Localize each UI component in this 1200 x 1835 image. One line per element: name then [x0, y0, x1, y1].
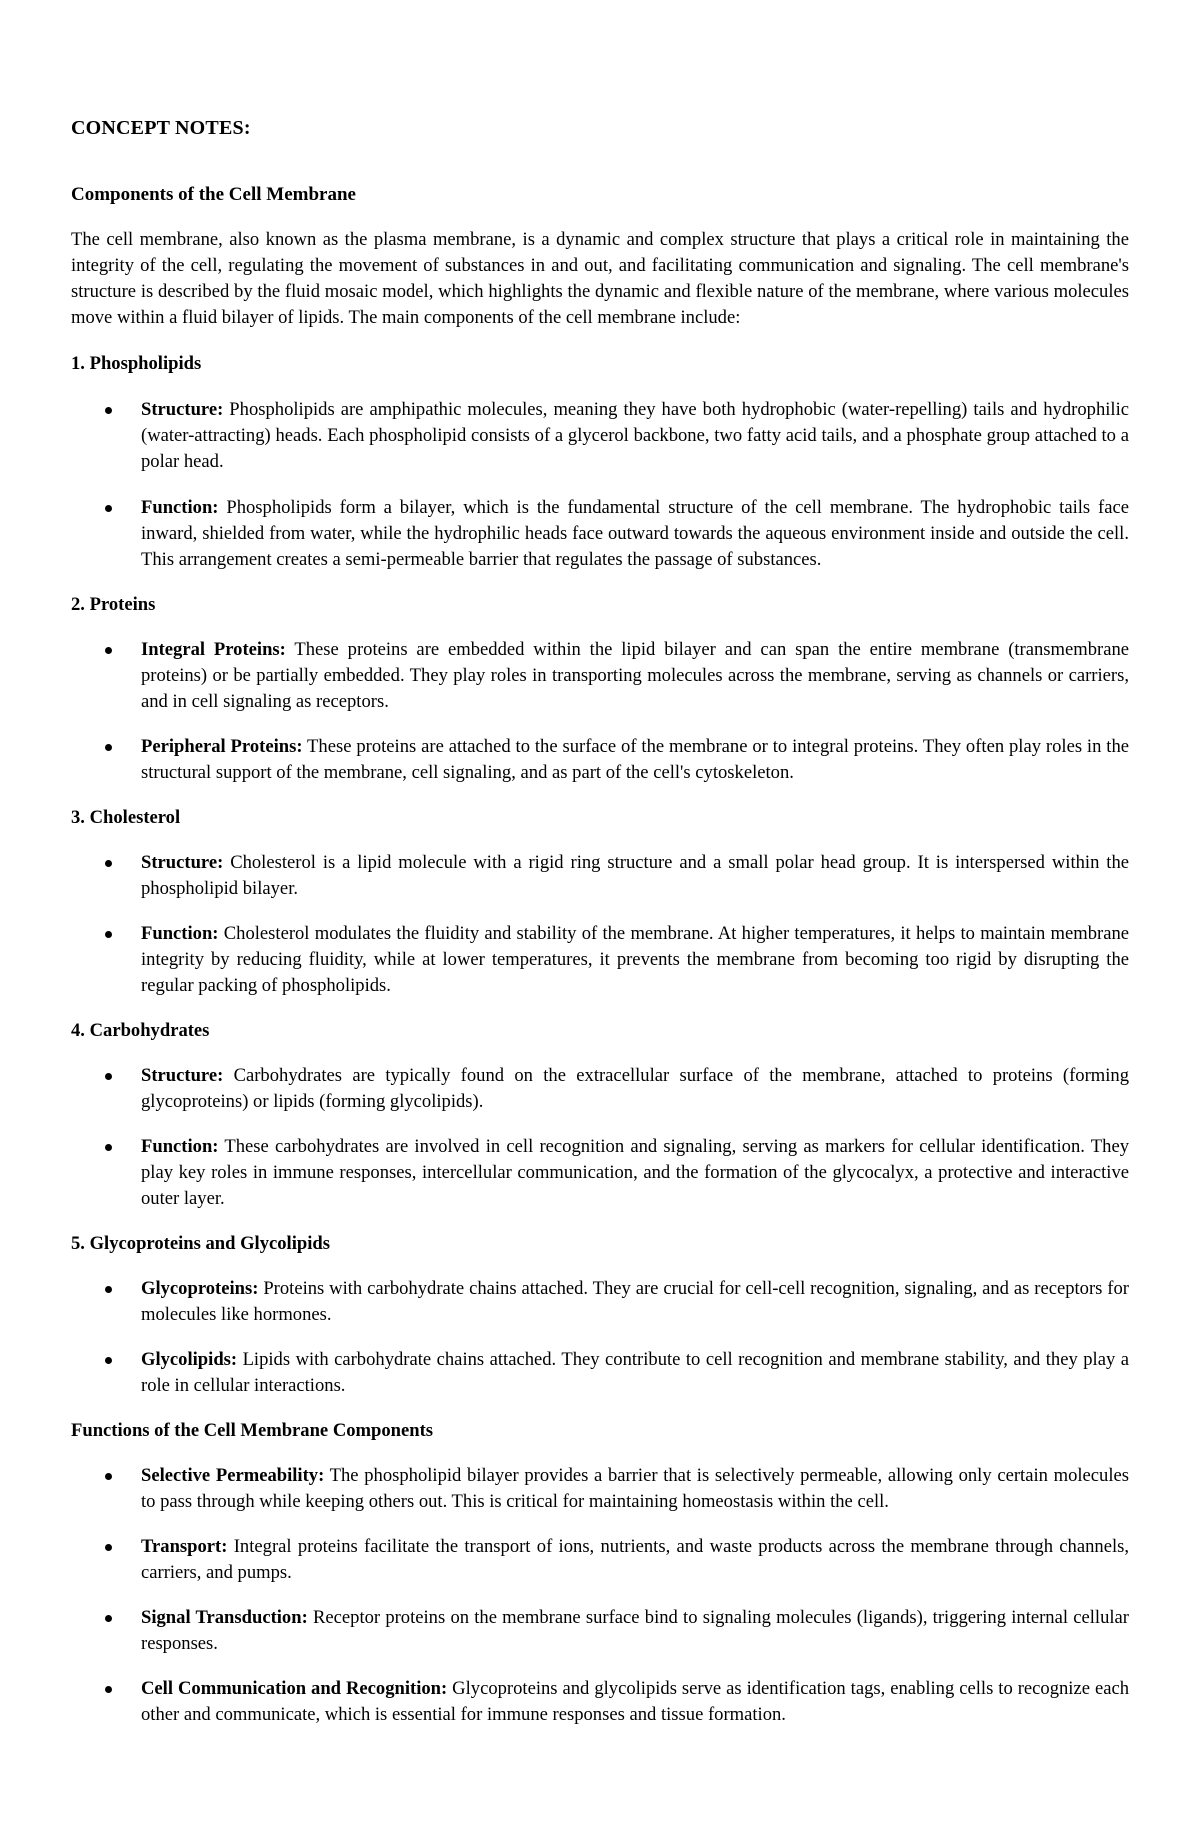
bullet-term: Signal Transduction: — [141, 1607, 308, 1628]
concept-notes-heading: CONCEPT NOTES: — [71, 117, 251, 139]
bullet-term: Integral Proteins: — [141, 639, 286, 660]
bullet-icon — [105, 1615, 112, 1622]
bullet-icon — [105, 647, 112, 654]
bullet-text: Phospholipids are amphipathic molecules, meaning they have both hydrophobic (water-repelling) tails and hydrophilic (water-attracting) heads. Each phospholipid consists of a glycerol backbone, two fatty acid tails, and a phosphate group attached to a polar head. — [141, 399, 1129, 472]
list-item — [71, 397, 1129, 475]
bullet-icon — [105, 860, 112, 867]
document-body — [71, 184, 1129, 1728]
list-item — [71, 637, 1129, 715]
bullet-term: Function: — [141, 497, 219, 518]
bullet-list-phospholipids — [71, 397, 1129, 573]
list-item — [71, 1463, 1129, 1515]
component-heading-phospholipids: 1. Phospholipids — [71, 353, 202, 374]
bullet-icon — [105, 1144, 112, 1151]
bullet-icon — [105, 931, 112, 938]
bullet-term: Transport: — [141, 1536, 228, 1557]
bullet-text: Carbohydrates are typically found on the extracellular surface of the membrane, attached to proteins (forming glycoproteins) or lipids (forming glycolipids). — [141, 1065, 1129, 1112]
bullet-text: Integral proteins facilitate the transport of ions, nutrients, and waste products across the membrane through channels, carriers, and pumps. — [141, 1536, 1129, 1583]
component-heading-cholesterol: 3. Cholesterol — [71, 807, 181, 828]
list-item — [71, 1347, 1129, 1399]
list-item — [71, 1134, 1129, 1212]
bullet-icon — [105, 407, 112, 414]
bullet-text: Proteins with carbohydrate chains attached. They are crucial for cell-cell recognition, signaling, and as receptors for molecules like hormones. — [141, 1278, 1129, 1325]
section-title-components: Components of the Cell Membrane — [71, 184, 356, 205]
bullet-text: Lipids with carbohydrate chains attached. They contribute to cell recognition and membrane stability, and they play a role in cellular interactions. — [141, 1349, 1129, 1396]
bullet-text: Cholesterol is a lipid molecule with a rigid ring structure and a small polar head group. It is interspersed within the phospholipid bilayer. — [141, 852, 1129, 899]
section-title-functions: Functions of the Cell Membrane Components — [71, 1420, 434, 1441]
bullet-icon — [105, 1357, 112, 1364]
list-item — [71, 921, 1129, 999]
list-item — [71, 734, 1129, 786]
bullet-icon — [105, 1286, 112, 1293]
bullet-icon — [105, 505, 112, 512]
list-item — [71, 850, 1129, 902]
bullet-text: Phospholipids form a bilayer, which is the fundamental structure of the cell membrane. The hydrophobic tails face inward, shielded from water, while the hydrophilic heads face outward towards the aqueous environment inside and outside the cell. This arrangement creates a semi-permeable barrier that regulates the passage of substances. — [141, 497, 1129, 570]
bullet-text: Glycoproteins and glycolipids serve as identification tags, enabling cells to recognize each other and communicate, which is essential for immune responses and tissue formation. — [141, 1678, 1129, 1725]
bullet-icon — [105, 1473, 112, 1480]
bullet-term: Glycolipids: — [141, 1349, 238, 1370]
intro-paragraph: The cell membrane, also known as the plasma membrane, is a dynamic and complex structure that plays a critical role in maintaining the integrity of the cell, regulating the movement of substances in and out, and facilitating communication and signaling. The cell membrane's structure is described by the fluid mosaic model, which highlights the dynamic and flexible nature of the membrane, where various molecules move within a fluid bilayer of lipids. The main components of the cell membrane include: — [71, 229, 1129, 328]
bullet-text: These carbohydrates are involved in cell recognition and signaling, serving as markers for cellular identification. They play key roles in immune responses, intercellular communication, and the formation of the glycocalyx, a protective and interactive outer layer. — [141, 1136, 1129, 1209]
list-item — [71, 1276, 1129, 1328]
bullet-text: Receptor proteins on the membrane surface bind to signaling molecules (ligands), triggering internal cellular responses. — [141, 1607, 1129, 1654]
list-item — [71, 1534, 1129, 1586]
component-heading-glycoproteins-glycolipids: 5. Glycoproteins and Glycolipids — [71, 1233, 330, 1254]
bullet-text: These proteins are embedded within the lipid bilayer and can span the entire membrane (transmembrane proteins) or be partially embedded. They play roles in transporting molecules across the membrane, serving as channels or carriers, and in cell signaling as receptors. — [141, 639, 1129, 712]
bullet-term: Structure: — [141, 1065, 224, 1086]
bullet-term: Function: — [141, 1136, 219, 1157]
list-item — [71, 1063, 1129, 1115]
list-item — [71, 1605, 1129, 1657]
bullet-term: Function: — [141, 923, 219, 944]
bullet-term: Peripheral Proteins: — [141, 736, 303, 757]
bullet-list-functions — [71, 1463, 1129, 1728]
component-heading-proteins: 2. Proteins — [71, 594, 156, 615]
component-heading-carbohydrates: 4. Carbohydrates — [71, 1020, 210, 1041]
bullet-text: These proteins are attached to the surface of the membrane or to integral proteins. They often play roles in the structural support of the membrane, cell signaling, and as part of the cell's cytoskeleton. — [141, 736, 1129, 783]
bullet-term: Cell Communication and Recognition: — [141, 1678, 448, 1699]
bullet-list-glycoproteins-glycolipids — [71, 1276, 1129, 1399]
bullet-icon — [105, 1686, 112, 1693]
bullet-text: The phospholipid bilayer provides a barrier that is selectively permeable, allowing only certain molecules to pass through while keeping others out. This is critical for maintaining homeostasis within the cell. — [141, 1465, 1129, 1512]
list-item — [71, 1676, 1129, 1728]
bullet-icon — [105, 1073, 112, 1080]
bullet-term: Structure: — [141, 852, 224, 873]
bullet-list-carbohydrates — [71, 1063, 1129, 1212]
bullet-list-proteins — [71, 637, 1129, 786]
bullet-term: Glycoproteins: — [141, 1278, 259, 1299]
bullet-term: Structure: — [141, 399, 224, 420]
bullet-icon — [105, 744, 112, 751]
bullet-icon — [105, 1544, 112, 1551]
bullet-text: Cholesterol modulates the fluidity and stability of the membrane. At higher temperatures, it helps to maintain membrane integrity by reducing fluidity, while at lower temperatures, it prevents the membrane from becoming too rigid by disrupting the regular packing of phospholipids. — [141, 923, 1129, 996]
bullet-list-cholesterol — [71, 850, 1129, 999]
list-item — [71, 495, 1129, 573]
bullet-term: Selective Permeability: — [141, 1465, 325, 1486]
